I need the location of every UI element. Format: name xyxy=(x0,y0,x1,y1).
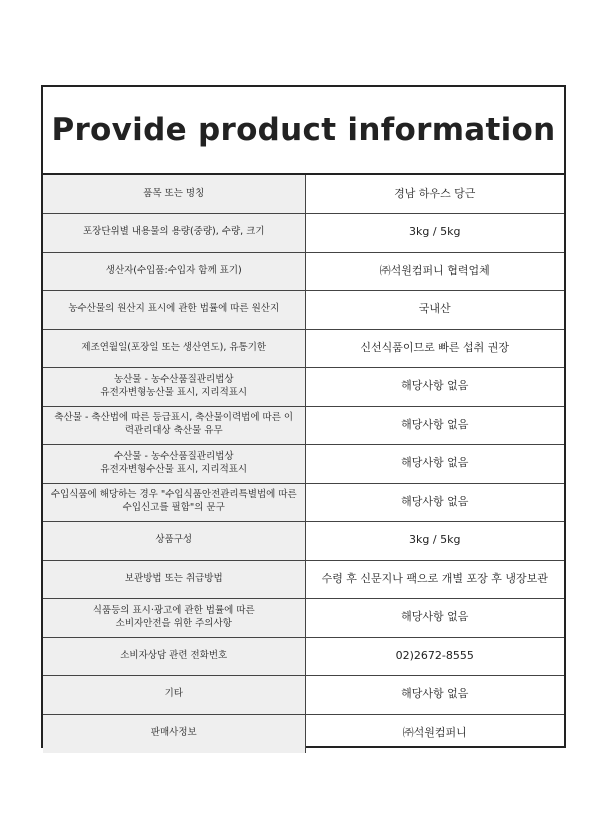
table-row xyxy=(43,599,564,638)
row-label xyxy=(43,522,305,561)
row-label-line: 력관리대상 축산물 유무 xyxy=(124,425,223,437)
row-label-line: 식품등의 표시·광고에 관한 법률에 따른 xyxy=(92,604,255,616)
row-label xyxy=(43,368,305,407)
row-value: ㈜석원컴퍼니 xyxy=(402,726,467,740)
row-label-line: 보관방법 또는 취급방법 xyxy=(124,572,223,584)
row-label xyxy=(43,445,305,484)
table-row xyxy=(43,291,564,330)
row-label-line: 유전자변형수산물 표시, 지리적표시 xyxy=(100,463,248,475)
row-label-line: 소비자안전을 위한 주의사항 xyxy=(115,617,232,629)
row-value: 해당사항 없음 xyxy=(305,368,564,407)
product-info-sheet xyxy=(41,85,566,748)
row-label-line: 수산물 - 농수산품질관리법상 xyxy=(113,450,234,462)
row-label-line: 농수산물의 원산지 표시에 관한 법률에 따른 원산지 xyxy=(68,303,280,315)
table-row xyxy=(43,175,564,214)
row-value: ㈜석원컴퍼니 협력업체 xyxy=(305,252,564,291)
row-label xyxy=(43,175,305,214)
row-label xyxy=(43,329,305,368)
row-value: 수령 후 신문지나 팩으로 개별 포장 후 냉장보관 xyxy=(305,560,564,599)
row-value: 해당사항 없음 xyxy=(305,483,564,522)
table-row xyxy=(43,483,564,522)
row-value: 국내산 xyxy=(305,291,564,330)
row-value: 해당사항 없음 xyxy=(305,599,564,638)
row-value: 02)2672-8555 xyxy=(305,637,564,676)
row-value: 경남 하우스 당근 xyxy=(305,175,564,214)
row-label xyxy=(43,560,305,599)
table-row xyxy=(43,329,564,368)
row-label-line: 제조연월일(포장일 또는 생산연도), 유통기한 xyxy=(81,341,267,353)
row-value: 3kg / 5kg xyxy=(305,214,564,253)
row-label xyxy=(43,406,305,445)
table-row xyxy=(43,560,564,599)
table-row xyxy=(43,676,564,715)
row-label xyxy=(43,252,305,291)
row-label xyxy=(43,214,305,253)
table-row xyxy=(43,214,564,253)
page-title: Provide product information xyxy=(43,87,564,175)
row-label xyxy=(43,637,305,676)
product-info-table xyxy=(43,175,564,753)
row-label-line: 소비자상담 관련 전화번호 xyxy=(120,649,228,661)
row-label xyxy=(43,483,305,522)
table-row xyxy=(43,522,564,561)
row-value: 해당사항 없음 xyxy=(305,676,564,715)
row-label xyxy=(43,714,305,753)
row-label-line: 판매사정보 xyxy=(150,727,197,739)
row-label-line: 생산자(수입품:수입자 함께 표기) xyxy=(105,264,242,276)
row-label-line: 포장단위별 내용물의 용량(중량), 수량, 크기 xyxy=(82,226,265,238)
row-label-line: 수입신고를 필함"의 문구 xyxy=(122,502,225,514)
row-label-line: 상품구성 xyxy=(155,534,193,546)
row-label xyxy=(43,599,305,638)
row-label-line: 품목 또는 명칭 xyxy=(143,187,205,199)
row-value: 해당사항 없음 xyxy=(305,445,564,484)
table-row xyxy=(43,406,564,445)
table-row xyxy=(43,252,564,291)
table-row xyxy=(43,445,564,484)
row-label-line: 농산물 - 농수산품질관리법상 xyxy=(113,373,234,385)
row-label-line: 수입식품에 해당하는 경우 "수입식품안전관리특별법에 따른 xyxy=(50,489,297,501)
row-value: 3kg / 5kg xyxy=(305,522,564,561)
row-value: 신선식품이므로 빠른 섭취 권장 xyxy=(305,329,564,368)
row-label-line: 유전자변형농산물 표시, 지리적표시 xyxy=(100,386,248,398)
table-row xyxy=(43,714,564,753)
table-row xyxy=(43,368,564,407)
row-label xyxy=(43,676,305,715)
row-label-line: 기타 xyxy=(164,688,183,700)
table-row xyxy=(43,637,564,676)
row-label-line: 축산물 - 축산법에 따른 등급표시, 축산물이력법에 따른 이 xyxy=(54,412,294,424)
row-label xyxy=(43,291,305,330)
row-value: 해당사항 없음 xyxy=(305,406,564,445)
